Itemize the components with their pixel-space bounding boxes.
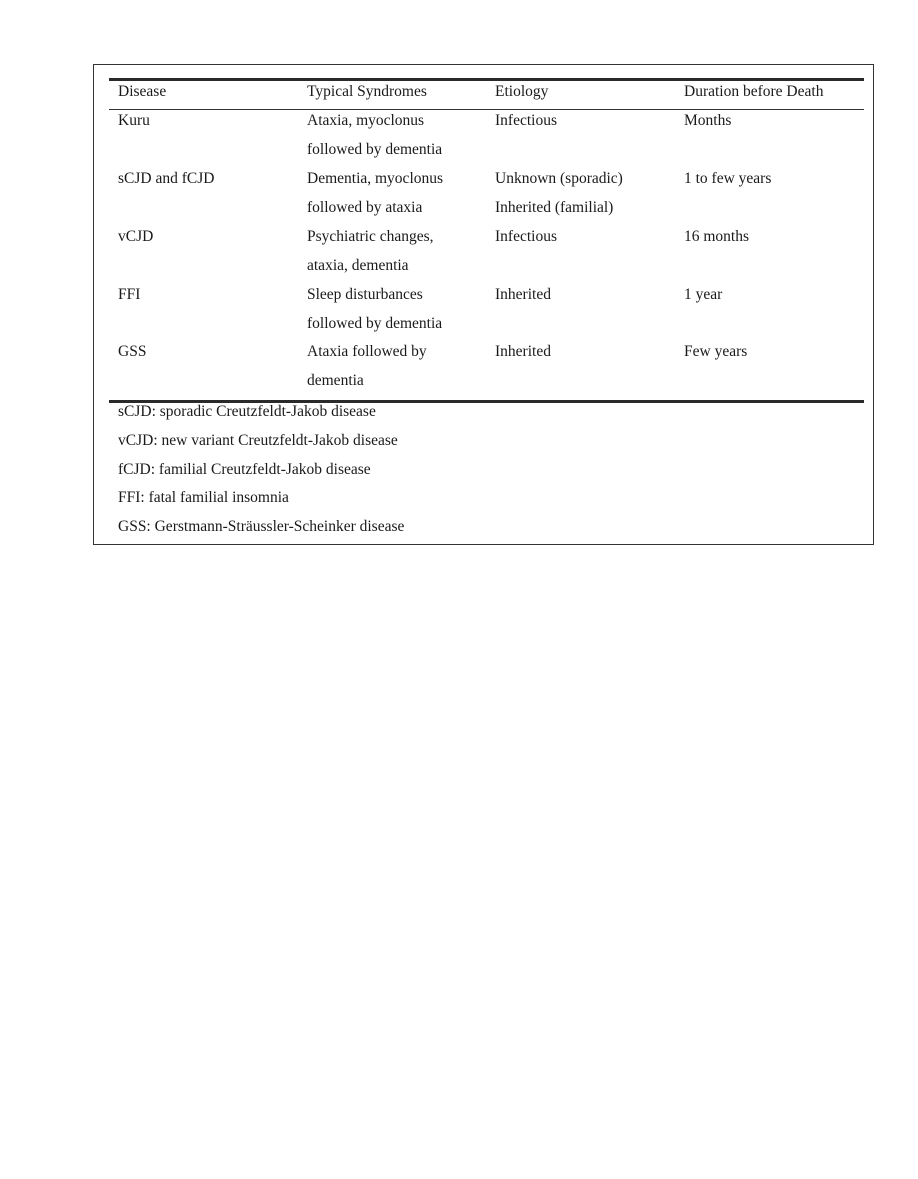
cell-syndromes: [307, 107, 442, 164]
etiology-line: Unknown (sporadic): [495, 170, 623, 187]
cell-duration: Few years: [684, 343, 748, 360]
syndrome-line: dementia: [307, 371, 364, 389]
syndrome-line: Sleep disturbances: [307, 286, 423, 303]
header-etiology: Etiology: [495, 83, 549, 100]
syndrome-line: followed by ataxia: [307, 198, 423, 216]
footnote-vcjd: vCJD: new variant Creutzfeldt-Jakob disease: [118, 432, 398, 449]
cell-duration: 1 year: [684, 286, 723, 303]
table-header-rule: [109, 109, 864, 110]
cell-disease: GSS: [118, 343, 147, 360]
etiology-line: Infectious: [495, 112, 557, 129]
cell-duration: Months: [684, 112, 732, 129]
syndrome-line: followed by dementia: [307, 314, 443, 332]
etiology-line: Infectious: [495, 228, 557, 245]
cell-disease: vCJD: [118, 228, 154, 245]
cell-syndromes: [307, 281, 442, 338]
etiology-line: Inherited: [495, 286, 551, 303]
footnote-fcjd: fCJD: familial Creutzfeldt-Jakob disease: [118, 461, 371, 478]
syndrome-line: Ataxia followed by: [307, 343, 427, 360]
etiology-line: Inherited: [495, 343, 551, 360]
syndrome-line: Psychiatric changes,: [307, 228, 434, 245]
cell-disease: FFI: [118, 286, 141, 303]
cell-disease: sCJD and fCJD: [118, 170, 215, 187]
syndrome-line: followed by dementia: [307, 140, 443, 158]
footnote-gss: GSS: Gerstmann-Sträussler-Scheinker disease: [118, 518, 405, 535]
etiology-line: Inherited (familial): [495, 198, 614, 216]
header-disease: Disease: [118, 83, 167, 100]
cell-syndromes: [307, 165, 443, 222]
footnote-ffi: FFI: fatal familial insomnia: [118, 489, 289, 506]
cell-syndromes: [307, 223, 434, 280]
syndrome-line: Dementia, myoclonus: [307, 170, 444, 187]
cell-etiology: [495, 281, 551, 310]
header-typical-syndromes: Typical Syndromes: [307, 83, 427, 100]
cell-disease: Kuru: [118, 112, 150, 129]
header-duration: Duration before Death: [684, 83, 824, 100]
cell-duration: 16 months: [684, 228, 750, 245]
cell-duration: 1 to few years: [684, 170, 772, 187]
syndrome-line: ataxia, dementia: [307, 256, 409, 274]
cell-etiology: [495, 223, 557, 252]
cell-etiology: [495, 107, 557, 136]
cell-etiology: [495, 338, 551, 367]
footnote-scjd: sCJD: sporadic Creutzfeldt-Jakob disease: [118, 403, 376, 420]
cell-syndromes: [307, 338, 427, 395]
cell-etiology: [495, 165, 623, 222]
syndrome-line: Ataxia, myoclonus: [307, 112, 425, 129]
